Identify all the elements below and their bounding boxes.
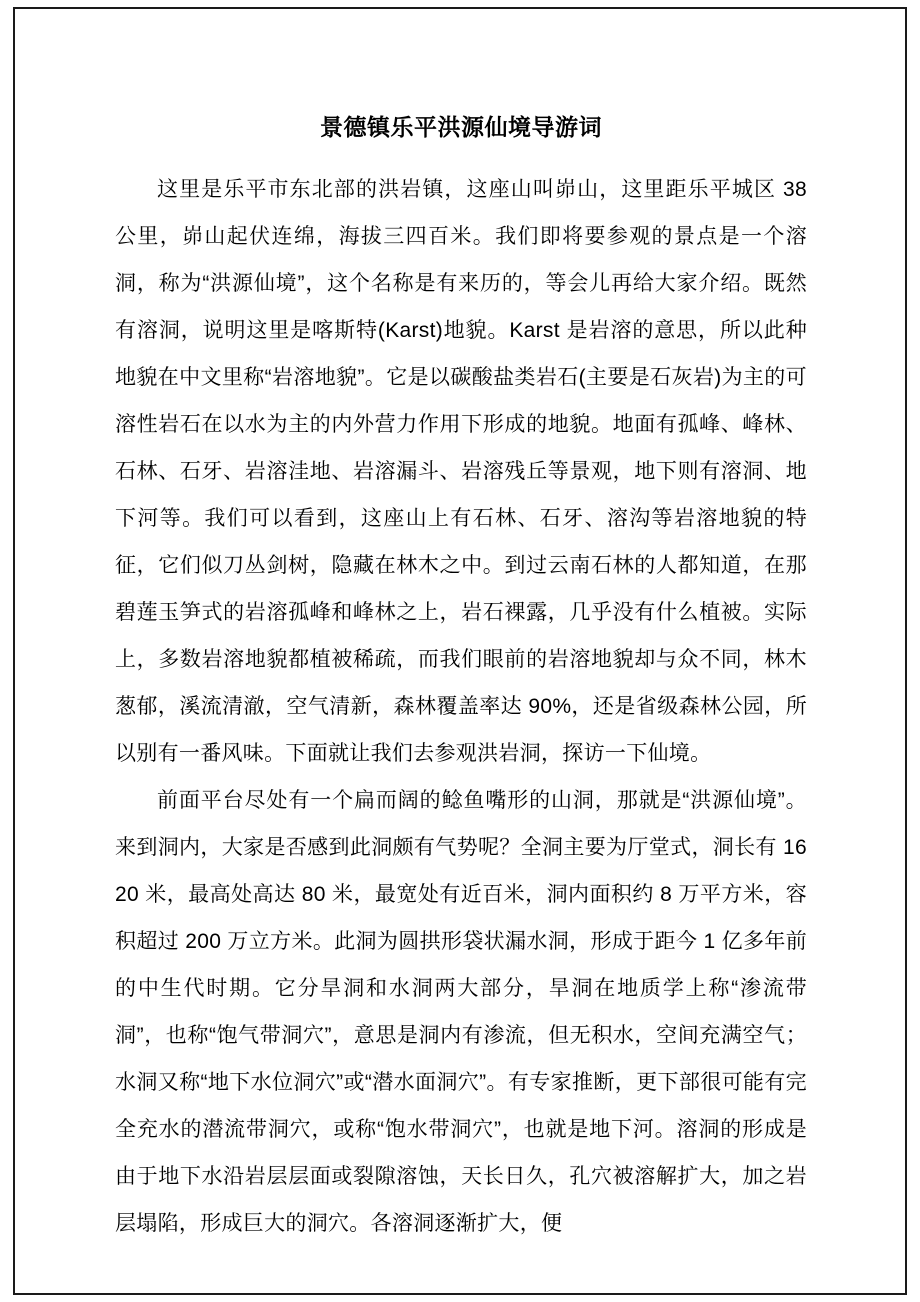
paragraph-cave-description: 前面平台尽处有一个扁而阔的鲶鱼嘴形的山洞，那就是“洪源仙境”。来到洞内，大家是否感到此洞颇有气势呢？全洞主要为厅堂式，洞长有 1620 米，最高处高达 80 米，最宽处有近百米，洞内面积约 8 万平方米，容积超过 200 万立方米。此洞为圆拱形袋状漏水洞，形成于距今 1 亿多年前的中生代时期。它分旱洞和水洞两大部分，旱洞在地质学上称“渗流带洞”，也称“饱气带洞穴”，意思是洞内有渗流，但无积水，空间充满空气；水洞又称“地下水位洞穴”或“潜水面洞穴”。有专家推断，更下部很可能有完全充水的潜流带洞穴，或称“饱水带洞穴”，也就是地下河。溶洞的形成是由于地下水沿岩层层面或裂隙溶蚀，天长日久，孔穴被溶解扩大，加之岩层塌陷，形成巨大的洞穴。各溶洞逐渐扩大，便 xyxy=(115,789,807,1235)
paragraph-intro: 这里是乐平市东北部的洪岩镇，这座山叫峁山，这里距乐平城区 38 公里，峁山起伏连绵，海拔三四百米。我们即将要参观的景点是一个溶洞，称为“洪源仙境”，这个名称是有来历的，等会儿再给大家介绍。既然有溶洞，说明这里是喀斯特(Karst)地貌。Karst 是岩溶的意思，所以此种地貌在中文里称“岩溶地貌”。它是以碳酸盐类岩石(主要是石灰岩)为主的可溶性岩石在以水为主的内外营力作用下形成的地貌。地面有孤峰、峰林、石林、石牙、岩溶洼地、岩溶漏斗、岩溶残丘等景观，地下则有溶洞、地下河等。我们可以看到，这座山上有石林、石牙、溶沟等岩溶地貌的特征，它们似刀丛剑树，隐藏在林木之中。到过云南石林的人都知道，在那碧莲玉笋式的岩溶孤峰和峰林之上，岩石裸露，几乎没有什么植被。实际上，多数岩溶地貌都植被稀疏，而我们眼前的岩溶地貌却与众不同，林木葱郁，溪流清澈，空气清新，森林覆盖率达 90%，还是省级森林公园，所以别有一番风味。下面就让我们去参观洪岩洞，探访一下仙境。 xyxy=(115,178,807,765)
document-content xyxy=(115,104,807,1247)
document-title: 景德镇乐平洪源仙境导游词 xyxy=(320,114,602,140)
